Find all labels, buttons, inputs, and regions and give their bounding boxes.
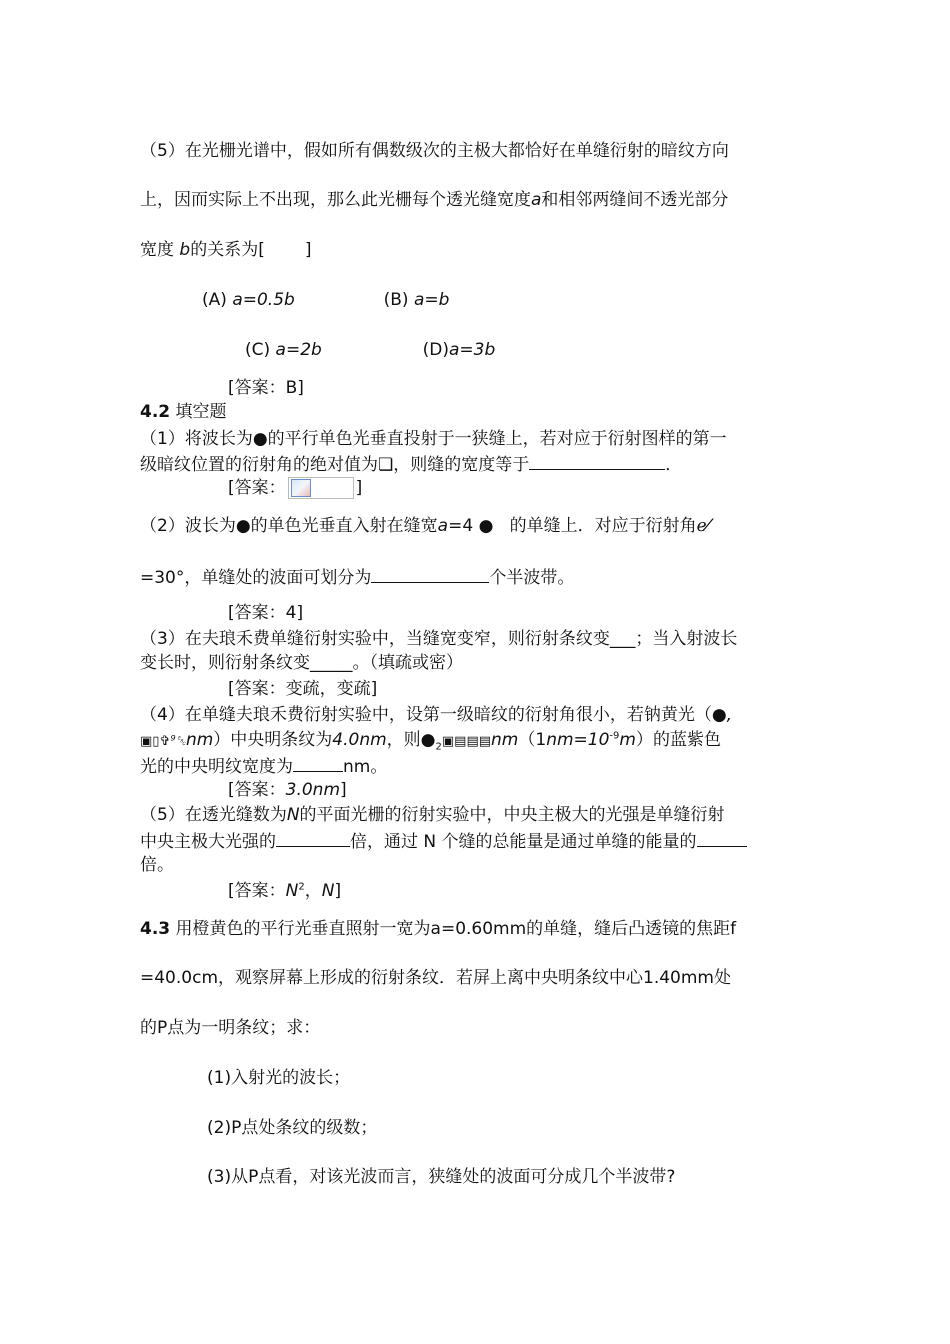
lambda-symbol: ●, — [711, 705, 733, 725]
var-b: b — [179, 240, 191, 260]
answer-text: [答案：4] — [228, 603, 304, 623]
q5-line-3 — [140, 853, 174, 877]
q4-line-3 — [140, 753, 387, 779]
answer-suffix: ] — [340, 780, 347, 800]
q4-text-2b: ）中央明条纹为 — [213, 730, 333, 750]
q5-text-3: 倍。 — [140, 855, 174, 875]
var-a: a — [531, 190, 542, 210]
q1-text-1b: 的平行单色光垂直投射于一狭缝上，若对应于衍射图样的第一 — [267, 429, 727, 449]
option-c-label: (C) — [245, 340, 271, 360]
s43-sub-1: (1)入射光的波长； — [207, 1068, 351, 1088]
q5-prev-line-1 — [140, 139, 729, 163]
q1-text-2a: 级暗纹位置的衍射角的绝对值为 — [140, 455, 378, 475]
q5-text-1a: （5）在透光缝数为 — [140, 805, 287, 825]
unit-m: m — [619, 730, 636, 750]
q4-answer — [228, 778, 347, 802]
value-4nm: 4.0nm — [332, 730, 387, 750]
s43-text-3: 的P点为一明条纹；求： — [140, 1018, 321, 1038]
garbled-symbol: ▣▯✞⁹␛ — [140, 734, 186, 749]
q2-line-1 — [140, 514, 710, 538]
q3-line-1 — [140, 627, 737, 651]
q5-prev-line-3 — [140, 238, 311, 262]
lambda-symbol: ● — [235, 516, 251, 536]
theta-symbol: ❏ — [378, 455, 394, 475]
q3-line-2 — [140, 651, 463, 675]
s43-subquestion-3 — [207, 1165, 675, 1189]
option-d-text: a=3b — [449, 340, 496, 360]
q2-text-1a: （2）波长为 — [140, 516, 236, 536]
var-n: N — [321, 881, 335, 901]
lambda-symbol: ● — [420, 730, 436, 750]
s43-subquestion-2 — [207, 1116, 377, 1140]
q3-text-1: （3）在夫琅禾费单缝衍射实验中，当缝宽变窄，则衍射条纹变___；当入射波长 — [140, 629, 738, 649]
unit-conversion: nm=10 — [546, 730, 610, 750]
q4-line-2 — [140, 728, 721, 754]
q4-text-3a: 光的中央明纹宽度为 — [140, 757, 293, 777]
section-4-3-line-2 — [140, 966, 731, 990]
q5-answer — [228, 879, 341, 903]
q3-answer — [228, 677, 377, 701]
q5-prev-text-2a: 上，因而实际上不出现，那么此光栅每个透光缝宽度 — [140, 190, 531, 210]
section-number: 4.3 — [140, 919, 171, 939]
lambda-symbol: ● — [478, 516, 494, 536]
option-d-label: (D) — [422, 340, 449, 360]
unit-nm: nm — [491, 730, 519, 750]
q2-text-1b: 的单色光垂直入射在缝宽 — [250, 516, 438, 536]
q1-line-1 — [140, 427, 727, 451]
answer-text: [答案：B] — [228, 378, 304, 398]
q5-text-2b: 倍，通过 N 个缝的总能量是通过单缝的能量的 — [350, 832, 697, 852]
section-4-2-heading — [140, 400, 227, 424]
q2-text-1d: 的单缝上．对应于衍射角 — [509, 516, 697, 536]
q4-text-3b: nm。 — [343, 757, 388, 777]
option-a-text: a=0.5b — [232, 290, 295, 310]
var-n: N — [286, 805, 300, 825]
q4-text-2c: ，则 — [386, 730, 421, 750]
answer-prefix: [答案： — [228, 780, 286, 800]
q2-text-2b: 个半波带。 — [489, 568, 575, 588]
q1-text-2c: ． — [665, 455, 683, 475]
section-number: 4.2 — [140, 402, 171, 422]
fill-blank — [371, 564, 489, 583]
q4-text-2e: （1 — [518, 730, 547, 750]
lambda-symbol: ● — [252, 429, 268, 449]
option-b-label: (B) — [383, 290, 409, 310]
unit-nm: nm — [185, 730, 214, 750]
q1-text-2b: ，则缝的宽度等于 — [393, 455, 530, 475]
q5-text-1b: 的平面光栅的衍射实验中，中央主极大的光强是单缝衍射 — [299, 805, 725, 825]
answer-text: [答案：变疏，变疏] — [228, 679, 378, 699]
answer-value: 3.0nm — [285, 780, 341, 800]
q5-prev-line-2 — [140, 188, 728, 212]
fill-blank — [293, 753, 343, 772]
q5-prev-answer — [228, 376, 304, 400]
exponent: 2 — [298, 881, 305, 893]
s43-text-2: =40.0cm，观察屏幕上形成的衍射条纹．若屏上离中央明条纹中心1.40mm处 — [140, 968, 731, 988]
q5-prev-text-3a: 宽度 — [140, 240, 174, 260]
fill-blank — [276, 828, 350, 847]
exponent: -9 — [609, 730, 620, 742]
q5-prev-text-3c: ] — [304, 240, 312, 260]
subscript: 2 — [435, 741, 442, 753]
section-4-3-line-3 — [140, 1016, 320, 1040]
q2-text-2a: =30°，单缝处的波面可划分为 — [140, 568, 372, 588]
q4-text-2f: ）的蓝紫色 — [635, 730, 721, 750]
s43-text-1: 用橙黄色的平行光垂直照射一宽为a=0.60mm的单缝，缝后凸透镜的焦距f — [175, 919, 737, 939]
fill-blank — [529, 451, 665, 470]
q4-text-1a: （4）在单缝夫琅禾费衍射实验中，设第一级暗纹的衍射角很小，若钠黄光（ — [140, 705, 712, 725]
options-row-1 — [202, 288, 449, 312]
phi-symbol: ℯ⁄ — [696, 516, 710, 536]
q5-line-1 — [140, 803, 725, 827]
garbled-symbol: ▣▤▤▤ — [441, 734, 492, 749]
answer-suffix: ] — [334, 881, 342, 901]
option-c-text: a=2b — [275, 340, 322, 360]
q1-text-1a: （1）将波长为 — [140, 429, 253, 449]
option-b-text: a=b — [413, 290, 450, 310]
var-n: N — [285, 881, 299, 901]
s43-subquestion-1 — [207, 1066, 350, 1090]
q5-prev-text-1: （5）在光栅光谱中，假如所有偶数级次的主极大都恰好在单缝衍射的暗纹方向 — [140, 141, 729, 161]
separator: ， — [304, 881, 322, 901]
options-row-2 — [245, 338, 495, 362]
option-a-label: (A) — [202, 290, 227, 310]
s43-sub-2: (2)P点处条纹的级数； — [207, 1118, 378, 1138]
q2-answer — [228, 601, 303, 625]
section-4-3-line-1 — [140, 917, 736, 941]
q5-text-2a: 中央主极大光强的 — [140, 832, 276, 852]
section-title: 填空题 — [175, 402, 227, 422]
q2-text-1c: =4 — [448, 516, 474, 536]
fill-blank — [697, 828, 747, 847]
q5-prev-text-3b: 的关系为[ — [190, 240, 265, 260]
answer-prefix: [答案： — [228, 478, 286, 498]
q5-line-2 — [140, 828, 747, 854]
q1-line-2 — [140, 451, 682, 477]
answer-prefix: [答案： — [228, 881, 286, 901]
q5-prev-text-2b: 和相邻两缝间不透光部分 — [541, 190, 729, 210]
q2-line-2 — [140, 564, 574, 590]
answer-suffix: ] — [355, 478, 363, 498]
var-a: a — [437, 516, 449, 536]
s43-sub-3: (3)从P点看，对该光波而言，狭缝处的波面可分成几个半波带? — [207, 1167, 676, 1187]
q1-answer — [228, 476, 362, 500]
broken-image-icon — [288, 477, 354, 499]
q3-text-2: 变长时，则衍射条纹变_____。（填疏或密） — [140, 653, 463, 673]
q4-line-1 — [140, 703, 732, 727]
